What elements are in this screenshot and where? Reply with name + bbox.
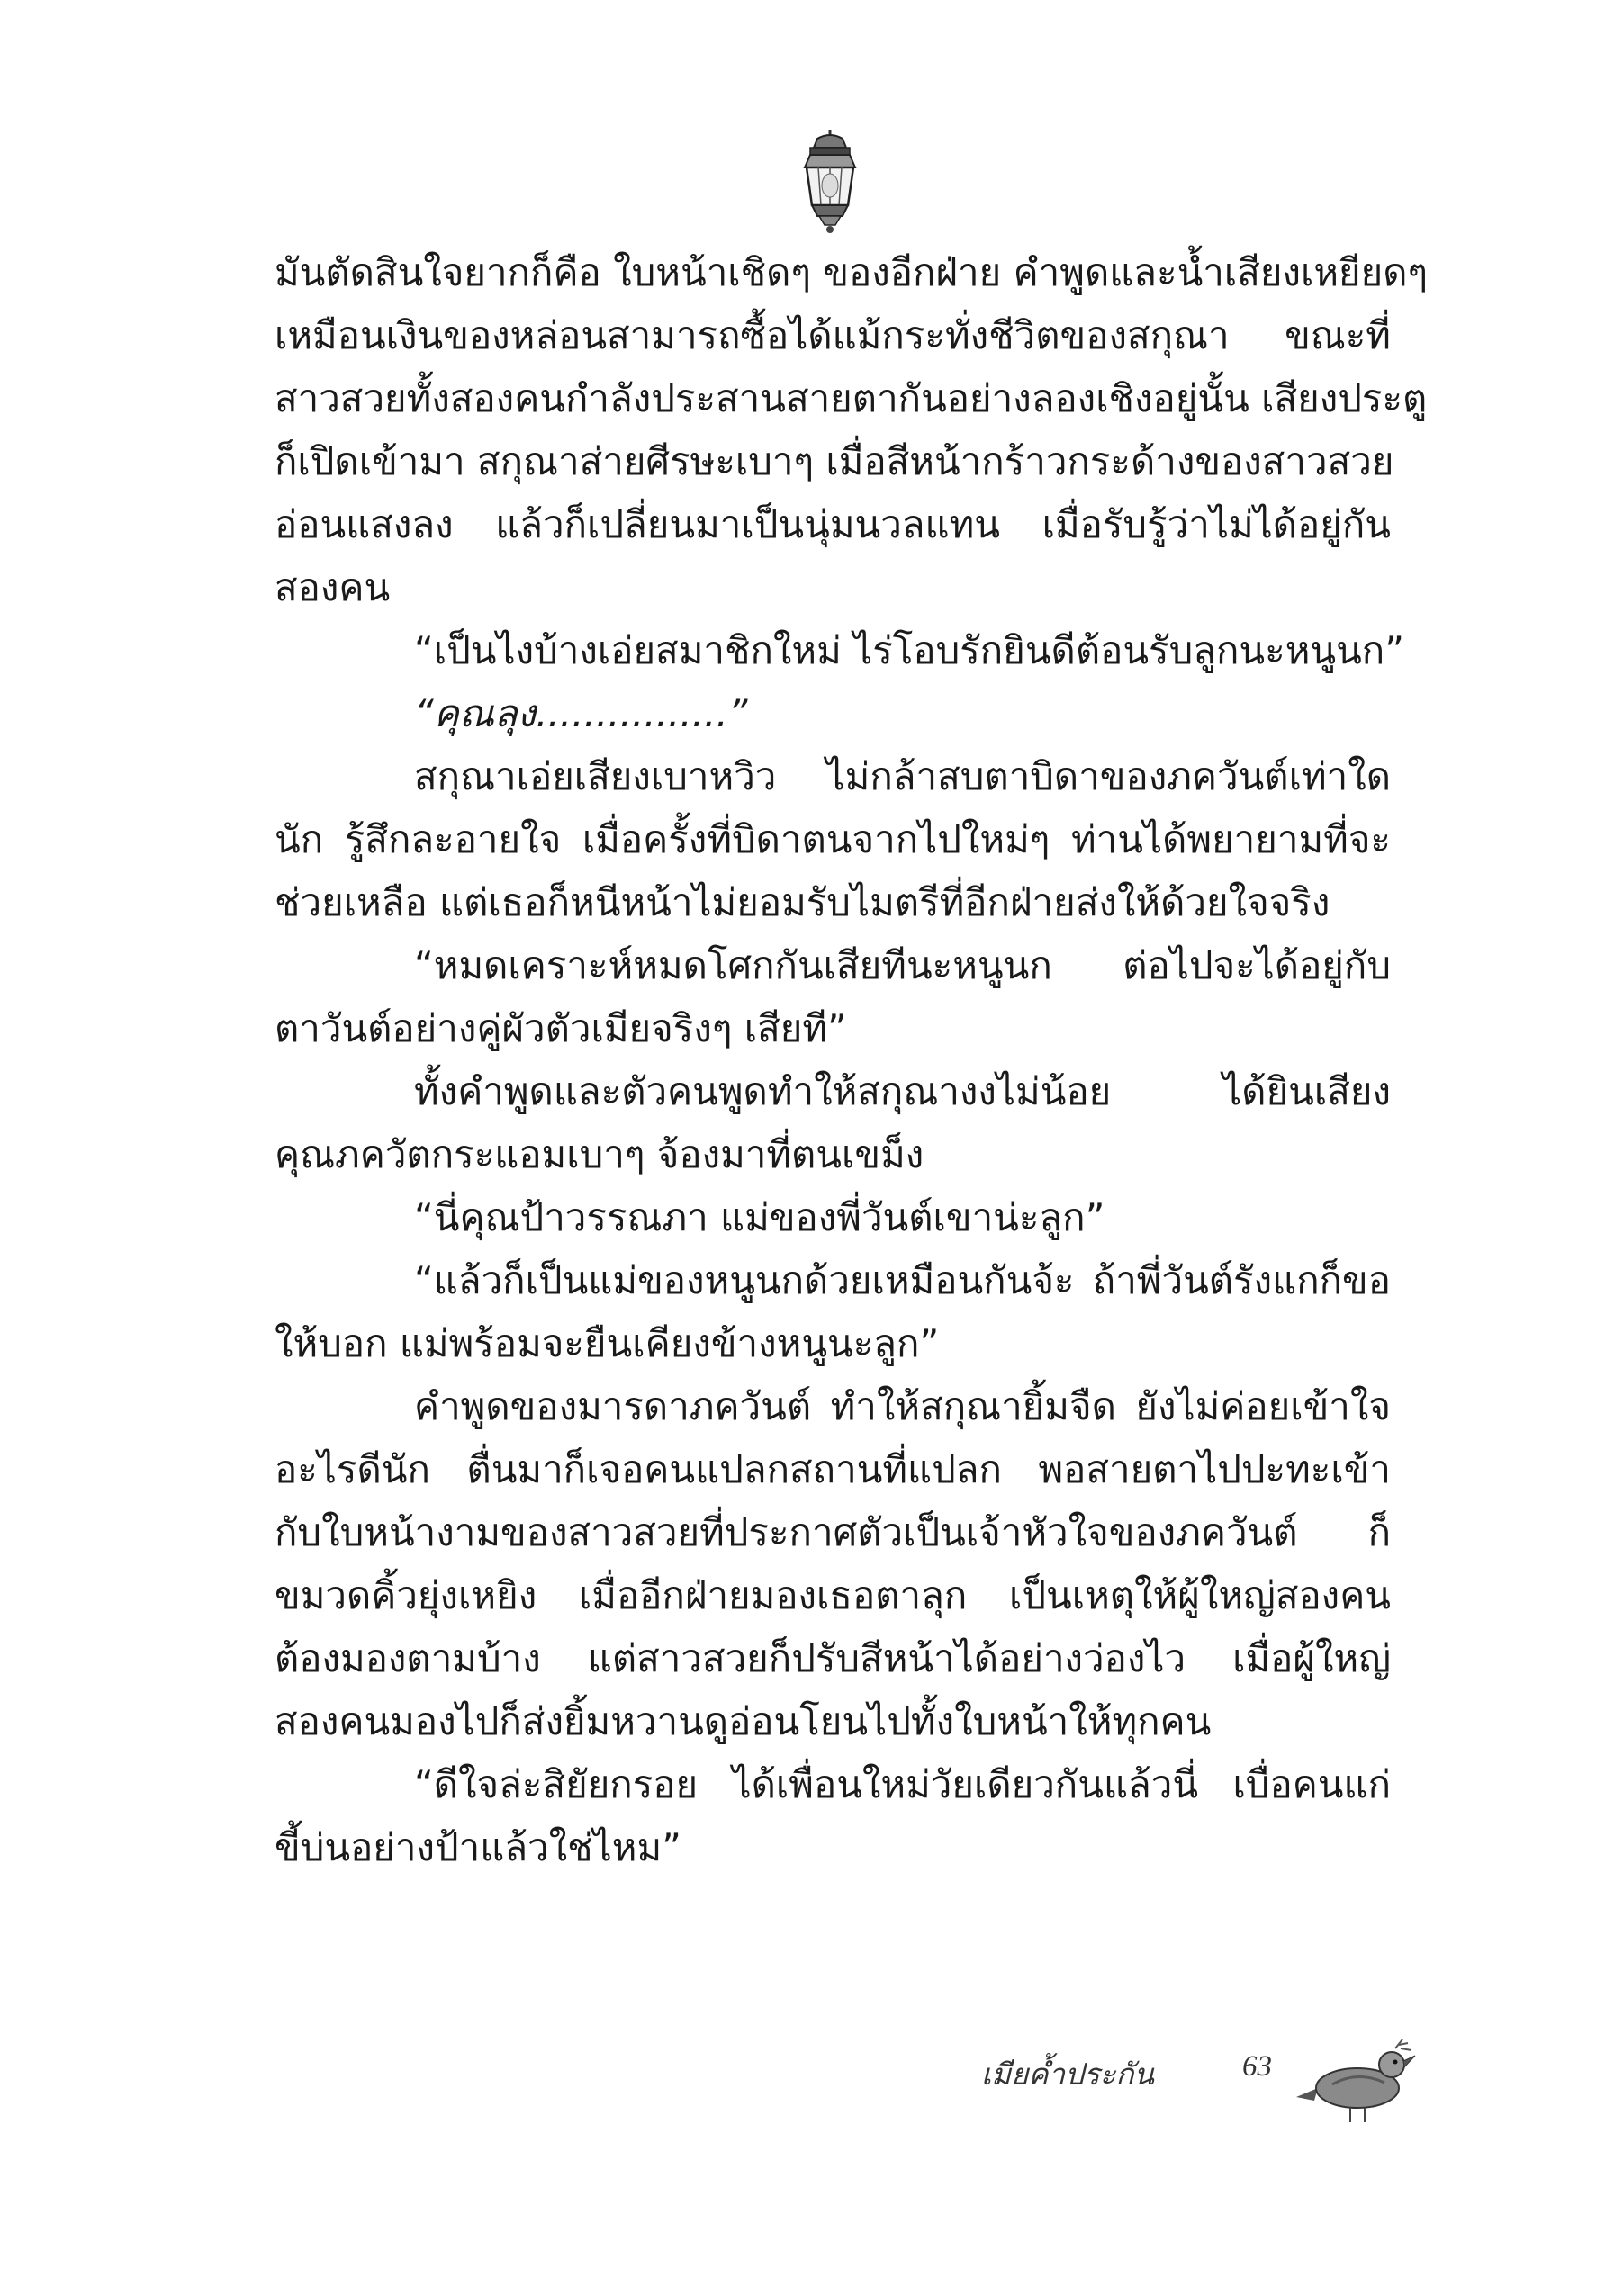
paragraph-line: ก็เปิดเข้ามา สกุณาส่ายศีรษะเบาๆ เมื่อสีหน้ากร้าวกระด้างของสาวสวย [275, 439, 1394, 483]
paragraph-line: สองคนมองไปก็ส่งยิ้มหวานดูอ่อนโยนไปทั้งใบหน้าให้ทุกคน [275, 1699, 1212, 1743]
paragraph-line: มันตัดสินใจยากก็คือ ใบหน้าเชิดๆ ของอีกฝ่าย คำพูดและน้ำเสียงเหยียดๆ [275, 250, 1429, 294]
dialogue-line: ตาวันต์อย่างคู่ผัวตัวเมียจริงๆ เสียที” [275, 1006, 847, 1050]
paragraph-line: สกุณาเอ่ยเสียงเบาหวิว ไม่กล้าสบตาบิดาของภควันต์เท่าใด [414, 754, 1391, 798]
book-title: เมียค้ำประกัน [981, 2057, 1154, 2092]
dialogue-line: “หมดเคราะห์หมดโศกกันเสียทีนะหนูนก ต่อไปจะได้อยู่กับ [414, 943, 1391, 987]
dialogue-line: “นี่คุณป้าวรรณภา แม่ของพี่วันต์เขาน่ะลูก” [414, 1195, 1105, 1239]
dialogue-line: “ดีใจล่ะสิยัยกรอย ได้เพื่อนใหม่วัยเดียวกันแล้วนี่ เบื่อคนแก่ [414, 1762, 1391, 1806]
dialogue-line: “เป็นไงบ้างเอ่ยสมาชิกใหม่ ไร่โอบรักยินดีต้อนรับลูกนะหนูนก” [414, 628, 1404, 672]
body-text [275, 241, 1429, 1879]
paragraph-line: อะไรดีนัก ตื่นมาก็เจอคนแปลกสถานที่แปลก พอสายตาไปปะทะเข้า [275, 1447, 1391, 1491]
paragraph-line: ทั้งคำพูดและตัวคนพูดทำให้สกุณางงไม่น้อย ได้ยินเสียง [414, 1069, 1391, 1113]
bird-icon [1287, 2034, 1422, 2142]
paragraph-line: สาวสวยทั้งสองคนกำลังประสานสายตากันอย่างลองเชิงอยู่นั้น เสียงประตู [275, 376, 1428, 420]
page-number: 63 [1242, 2050, 1272, 2083]
paragraph-line: ขมวดคิ้วยุ่งเหยิง เมื่ออีกฝ่ายมองเธอตาลุก เป็นเหตุให้ผู้ใหญ่สองคน [275, 1573, 1391, 1617]
lantern-icon [792, 126, 868, 236]
dialogue-line: “แล้วก็เป็นแม่ของหนูนกด้วยเหมือนกันจ้ะ ถ้าพี่วันต์รังแกก็ขอ [414, 1258, 1391, 1302]
paragraph-line: อ่อนแสงลง แล้วก็เปลี่ยนมาเป็นนุ่มนวลแทน เมื่อรับรู้ว่าไม่ได้อยู่กัน [275, 502, 1391, 546]
paragraph-line: นัก รู้สึกละอายใจ เมื่อครั้งที่บิดาตนจากไปใหม่ๆ ท่านได้พยายามที่จะ [275, 817, 1391, 861]
paragraph-line: ต้องมองตามบ้าง แต่สาวสวยก็ปรับสีหน้าได้อย่างว่องไว เมื่อผู้ใหญ่ [275, 1636, 1391, 1680]
paragraph-line: ช่วยเหลือ แต่เธอก็หนีหน้าไม่ยอมรับไมตรีที่อีกฝ่ายส่งให้ด้วยใจจริง [275, 880, 1330, 924]
paragraph-line: คำพูดของมารดาภควันต์ ทำให้สกุณายิ้มจืด ยังไม่ค่อยเข้าใจ [414, 1384, 1391, 1428]
dialogue-line: ให้บอก แม่พร้อมจะยืนเคียงข้างหนูนะลูก” [275, 1321, 940, 1365]
paragraph-line: กับใบหน้างามของสาวสวยที่ประกาศตัวเป็นเจ้าหัวใจของภควันต์ ก็ [275, 1510, 1391, 1554]
dialogue-line: “คุณลุง................” [414, 691, 748, 735]
page-footer [981, 2034, 1431, 2142]
paragraph-line: เหมือนเงินของหล่อนสามารถซื้อได้แม้กระทั่งชีวิตของสกุณา ขณะที่ [275, 313, 1391, 357]
dialogue-line: ขี้บ่นอย่างป้าแล้วใช่ไหม” [275, 1825, 681, 1869]
paragraph-line: คุณภควัตกระแอมเบาๆ จ้องมาที่ตนเขม็ง [275, 1132, 924, 1176]
paragraph-line: สองคน [275, 565, 391, 609]
